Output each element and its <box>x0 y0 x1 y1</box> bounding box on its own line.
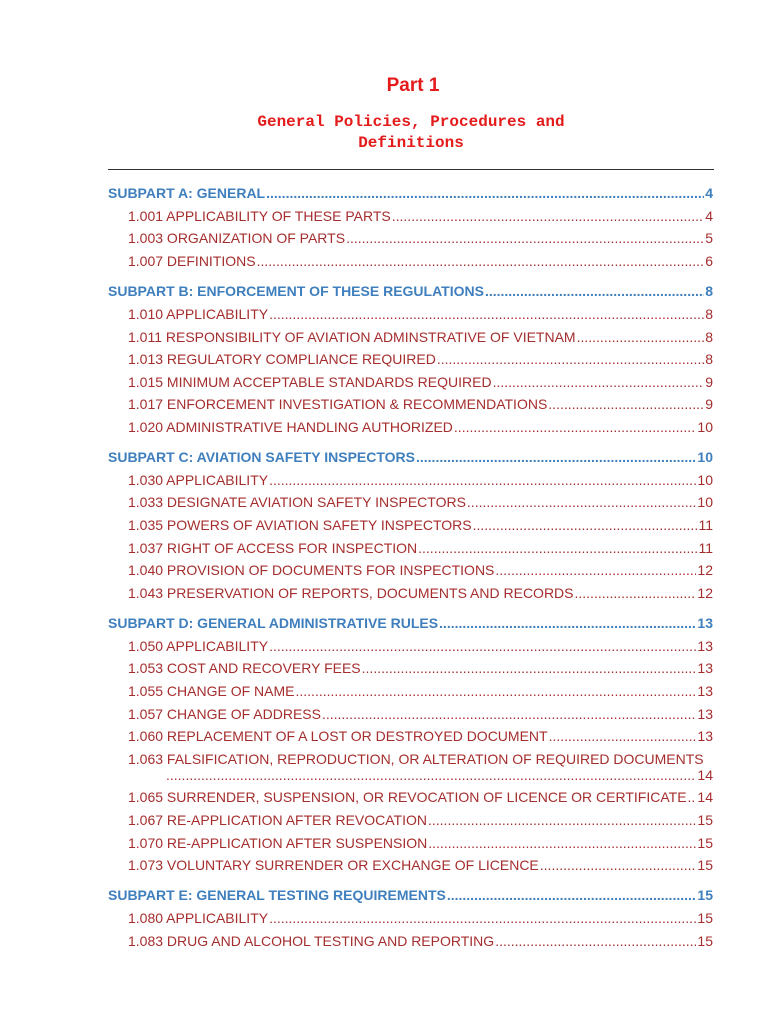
toc-page-number: 10 <box>697 494 713 510</box>
toc-leader <box>454 417 697 437</box>
toc-page-number: 13 <box>697 728 713 744</box>
toc-page-number: 13 <box>697 638 713 654</box>
toc-entry-1-057[interactable] <box>128 704 713 724</box>
toc-label: 1.065 SURRENDER, SUSPENSION, OR REVOCATION OF LICENCE OR CERTIFICATE <box>128 789 687 805</box>
subtitle-line: General Policies, Procedures and <box>257 113 565 131</box>
toc-entry-1-073[interactable] <box>128 855 713 875</box>
toc-page-number: 15 <box>697 910 713 926</box>
toc-page-number: 6 <box>705 253 713 269</box>
subtitle-line: Definitions <box>358 134 464 152</box>
toc-page-number: 14 <box>697 789 713 805</box>
toc-leader <box>418 538 697 558</box>
toc-entry-1-050[interactable] <box>128 636 713 656</box>
toc-page-number: 11 <box>698 517 713 533</box>
toc-leader <box>269 636 696 656</box>
toc-leader <box>266 183 704 203</box>
toc-label: 1.007 DEFINITIONS <box>128 253 256 269</box>
toc-label: 1.055 CHANGE OF NAME <box>128 683 295 699</box>
toc-leader <box>437 349 704 369</box>
toc-page-number: 5 <box>705 230 713 246</box>
toc-subpart-b[interactable] <box>108 281 713 301</box>
toc-leader <box>473 515 698 535</box>
toc-entry-1-003[interactable] <box>128 228 713 248</box>
toc-page-number: 4 <box>705 185 713 201</box>
toc-label: 1.020 ADMINISTRATIVE HANDLING AUTHORIZED <box>128 419 453 435</box>
toc-label: 1.011 RESPONSIBILITY OF AVIATION ADMINSTRATIVE OF VIETNAM <box>128 329 576 345</box>
toc-page-number: 8 <box>705 306 713 322</box>
toc-leader <box>269 908 696 928</box>
document-subtitle <box>0 112 768 154</box>
toc-leader <box>577 327 705 347</box>
toc-leader <box>540 855 697 875</box>
toc-leader <box>428 833 696 853</box>
toc-entry-1-017[interactable] <box>128 394 713 414</box>
toc-entry-1-067[interactable] <box>128 810 713 830</box>
toc-label: 1.001 APPLICABILITY OF THESE PARTS <box>128 208 391 224</box>
toc-entry-1-010[interactable] <box>128 304 713 324</box>
toc-page-number: 8 <box>705 283 713 299</box>
toc-page-number: 15 <box>697 857 713 873</box>
toc-label: 1.060 REPLACEMENT OF A LOST OR DESTROYED DOCUMENT <box>128 728 548 744</box>
toc-page-number: 8 <box>705 329 713 345</box>
toc-label: 1.063 FALSIFICATION, REPRODUCTION, OR ALTERATION OF REQUIRED DOCUMENTS <box>128 751 704 767</box>
toc-label: 1.073 VOLUNTARY SURRENDER OR EXCHANGE OF LICENCE <box>128 857 539 873</box>
toc-label: 1.013 REGULATORY COMPLIANCE REQUIRED <box>128 351 436 367</box>
toc-page-number: 12 <box>697 585 713 601</box>
toc-leader <box>392 206 704 226</box>
toc-leader <box>362 658 697 678</box>
toc-entry-1-065[interactable] <box>128 787 713 807</box>
toc-label: 1.017 ENFORCEMENT INVESTIGATION & RECOMMENDATIONS <box>128 396 548 412</box>
toc-entry-1-043[interactable] <box>128 583 713 603</box>
toc-leader <box>296 681 697 701</box>
title-divider <box>108 169 714 170</box>
toc-subpart-d[interactable] <box>108 613 713 633</box>
toc-page-number: 4 <box>705 208 713 224</box>
toc-leader <box>495 560 696 580</box>
toc-leader <box>439 613 696 633</box>
toc-label: SUBPART B: ENFORCEMENT OF THESE REGULATIONS <box>108 283 484 299</box>
toc-leader <box>346 228 704 248</box>
toc-label: 1.035 POWERS OF AVIATION SAFETY INSPECTORS <box>128 517 472 533</box>
toc-label: 1.050 APPLICABILITY <box>128 638 269 654</box>
toc-page-number: 15 <box>697 887 713 903</box>
toc-leader <box>575 583 697 603</box>
toc-entry-1-001[interactable] <box>128 206 713 226</box>
toc-subpart-c[interactable] <box>108 447 713 467</box>
toc-label: 1.057 CHANGE OF ADDRESS <box>128 706 321 722</box>
toc-leader <box>548 394 704 414</box>
toc-label: SUBPART D: GENERAL ADMINISTRATIVE RULES <box>108 615 439 631</box>
toc-page-number: 10 <box>697 419 713 435</box>
toc-entry-1-070[interactable] <box>128 833 713 853</box>
toc-label: 1.015 MINIMUM ACCEPTABLE STANDARDS REQUIRED <box>128 374 492 390</box>
toc-leader <box>447 885 697 905</box>
toc-entry-1-015[interactable] <box>128 372 713 392</box>
toc-page-number: 15 <box>697 835 713 851</box>
part-title: Part 1 <box>386 75 440 96</box>
toc-entry-1-040[interactable] <box>128 560 713 580</box>
toc-label: 1.040 PROVISION OF DOCUMENTS FOR INSPECTIONS <box>128 562 495 578</box>
toc-leader <box>269 470 696 490</box>
toc-label: SUBPART C: AVIATION SAFETY INSPECTORS <box>108 449 415 465</box>
toc-label: 1.080 APPLICABILITY <box>128 910 269 926</box>
toc-entry-1-053[interactable] <box>128 658 713 678</box>
toc-page-number: 9 <box>705 374 713 390</box>
toc-entry-1-033[interactable] <box>128 492 713 512</box>
toc-page-number: 12 <box>697 562 713 578</box>
toc-page-number: 13 <box>697 706 713 722</box>
toc-leader <box>257 251 705 271</box>
toc-page-number: 9 <box>705 396 713 412</box>
toc-entry-1-055[interactable] <box>128 681 713 701</box>
toc-label: 1.083 DRUG AND ALCOHOL TESTING AND REPORTING <box>128 933 495 949</box>
toc-label: 1.033 DESIGNATE AVIATION SAFETY INSPECTORS <box>128 494 466 510</box>
toc-entry-1-037[interactable] <box>128 538 713 558</box>
toc-label: 1.043 PRESERVATION OF REPORTS, DOCUMENTS AND RECORDS <box>128 585 574 601</box>
toc-page-number: 15 <box>697 812 713 828</box>
toc-subpart-a[interactable] <box>108 183 713 203</box>
toc-leader <box>416 447 696 467</box>
toc-label: SUBPART A: GENERAL <box>108 185 266 201</box>
toc-label: SUBPART E: GENERAL TESTING REQUIREMENTS <box>108 887 446 903</box>
toc-leader <box>269 304 704 324</box>
toc-page-number: 13 <box>697 683 713 699</box>
toc-label: 1.010 APPLICABILITY <box>128 306 269 322</box>
toc-page-number: 15 <box>697 933 713 949</box>
toc-label: 1.067 RE-APPLICATION AFTER REVOCATION <box>128 812 427 828</box>
toc-label: 1.030 APPLICABILITY <box>128 472 269 488</box>
toc-entry-1-030[interactable] <box>128 470 713 490</box>
toc-entry-1-020[interactable] <box>128 417 713 437</box>
toc-leader <box>688 787 697 807</box>
toc-page-number: 13 <box>697 660 713 676</box>
toc-entry-1-035[interactable] <box>128 515 713 535</box>
toc-entry-1-007[interactable] <box>128 251 713 271</box>
toc-label: 1.003 ORGANIZATION OF PARTS <box>128 230 346 246</box>
toc-leader <box>485 281 704 301</box>
toc-entry-1-011[interactable] <box>128 327 713 347</box>
toc-page-number: 8 <box>705 351 713 367</box>
toc-page-number: 10 <box>697 472 713 488</box>
toc-leader <box>166 765 696 785</box>
toc-entry-1-063-continuation[interactable] <box>165 765 713 785</box>
toc-leader <box>493 372 705 392</box>
toc-label: 1.037 RIGHT OF ACCESS FOR INSPECTION <box>128 540 418 556</box>
toc-entry-1-083[interactable] <box>128 931 713 951</box>
toc-leader <box>428 810 696 830</box>
toc-leader <box>549 726 697 746</box>
toc-leader <box>467 492 697 512</box>
toc-leader <box>322 704 696 724</box>
toc-entry-1-013[interactable] <box>128 349 713 369</box>
toc-page-number: 11 <box>698 540 713 556</box>
toc-subpart-e[interactable] <box>108 885 713 905</box>
toc-page-number: 10 <box>697 449 713 465</box>
toc-label: 1.070 RE-APPLICATION AFTER SUSPENSION <box>128 835 428 851</box>
toc-page-number: 14 <box>697 767 713 783</box>
toc-leader <box>495 931 696 951</box>
toc-entry-1-060[interactable] <box>128 726 713 746</box>
toc-page-number: 13 <box>697 615 713 631</box>
toc-entry-1-080[interactable] <box>128 908 713 928</box>
toc-label: 1.053 COST AND RECOVERY FEES <box>128 660 361 676</box>
